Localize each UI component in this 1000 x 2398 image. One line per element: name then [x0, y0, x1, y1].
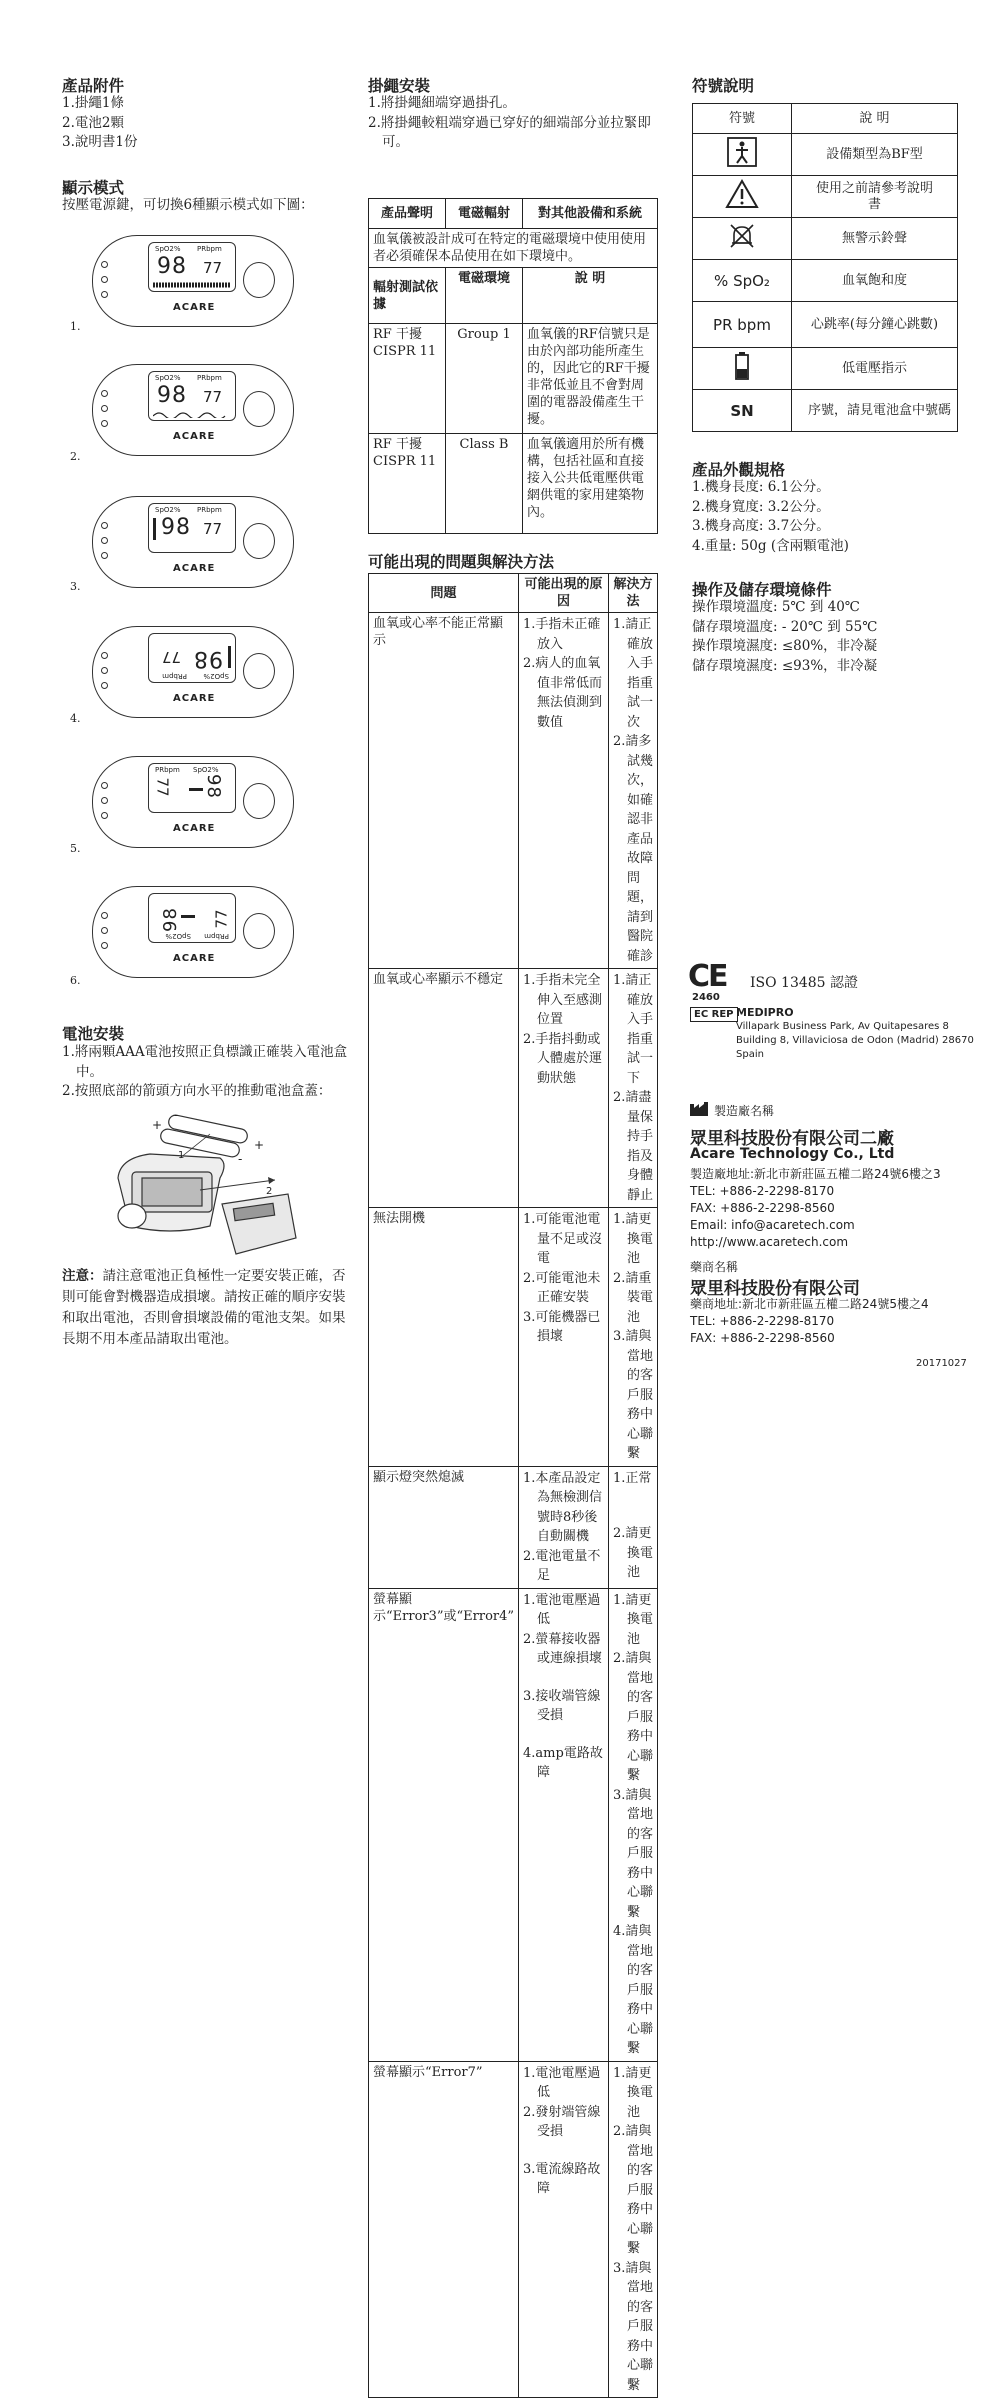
symbols-header: 符號: [693, 104, 792, 134]
device-mode-2: [92, 364, 294, 456]
spo2-label: SpO2%: [165, 932, 191, 940]
trouble-solution: 1.正常: [613, 1470, 652, 1486]
table-row: [369, 613, 658, 969]
table-row: [693, 218, 958, 260]
logo: ACARE: [173, 953, 216, 964]
sn-symbol: SN: [693, 390, 792, 432]
specs-list: [692, 478, 849, 556]
trouble-cause: 2.病人的血氧值非常低而無法偵測到數值: [523, 656, 603, 730]
pulse-bar-icon: [228, 646, 231, 668]
symbol-desc: 心跳率(每分鐘心跳數): [792, 302, 958, 348]
lanyard-steps: [368, 94, 658, 153]
display-title: 顯示模式: [62, 178, 125, 197]
pr-label: PRbpm: [197, 374, 222, 382]
list-item: 4.重量: 50g (含兩顆電池): [692, 537, 849, 554]
trouble-cause: 3.電流線路故障: [523, 2161, 601, 2196]
iso-cert: ISO 13485 認證: [750, 975, 859, 991]
battery-title: 電池安裝: [62, 1024, 125, 1043]
spo2-value: 98: [202, 774, 224, 799]
trouble-problem: 無法開機: [369, 1208, 519, 1467]
list-item: 1.將掛繩細端穿過掛孔。: [368, 95, 516, 111]
table-row: [693, 348, 958, 390]
pr-value: 77: [161, 648, 181, 666]
list-item: 操作環境濕度: ≤80%，非冷凝: [692, 638, 878, 654]
warning-icon: [693, 176, 792, 218]
specs-title: 產品外觀規格: [692, 460, 786, 479]
table-row: [369, 1588, 658, 2061]
trouble-cause: 4.amp電路故障: [523, 1745, 603, 1780]
emc-header: 產品聲明: [369, 199, 446, 229]
manufacturer-name-zh: 眾里科技股份有限公司二廠: [690, 1129, 894, 1149]
trouble-cause: 1.可能電池電量不足或沒電: [523, 1212, 603, 1266]
emc-subheader: 說 明: [523, 268, 658, 324]
spo2-label: SpO2%: [193, 766, 219, 774]
list-item: 2.機身寬度: 3.2公分。: [692, 498, 830, 515]
trouble-cause: 3.可能機器已損壞: [523, 1309, 601, 1344]
trouble-header: 解決方法: [609, 574, 658, 613]
symbol-desc: 血氧飽和度: [792, 260, 958, 302]
pulse-bar-icon: [153, 518, 156, 540]
address-line: Villapark Business Park, Av Quitapesares 8: [736, 1021, 949, 1032]
list-item: 儲存環境濕度: ≤93%，非冷凝: [692, 657, 878, 674]
device-mode-5: [92, 756, 294, 848]
emc-desc: 血氧儀的RF信號只是由於內部功能所產生的，因此它的RF干擾非常低並且不會對周圍的電器設備產生干擾。: [523, 324, 658, 434]
table-row: [369, 434, 658, 534]
power-button-icon: [243, 913, 275, 949]
trouble-cause: 1.手指未正確放入: [523, 617, 601, 652]
spo2-label: SpO2%: [203, 672, 229, 680]
emc-env: Group 1: [446, 324, 523, 434]
list-item: 操作環境溫度: 5℃ 到 40℃: [692, 599, 860, 615]
trouble-solution: 3.請與當地的客戶服務中心聯繫: [613, 2260, 654, 2393]
logo: ACARE: [173, 431, 216, 442]
power-button-icon: [243, 262, 275, 298]
trouble-solution: 2.請多試幾次，如確認非產品故障問題，請到醫院確診: [613, 734, 654, 964]
mode-number: 5.: [70, 842, 81, 855]
manufacturer-fax: FAX: +886-2-2298-8560: [690, 1201, 835, 1215]
pulse-bar-icon: [189, 788, 203, 791]
device-screen: [148, 893, 236, 943]
trouble-solution: 1.請更換電池: [613, 2065, 654, 2120]
bf-type-icon: [693, 134, 792, 176]
trouble-solution: 2.請盡量保持手指及身體靜止: [613, 1090, 654, 1203]
table-row: [693, 176, 958, 218]
pr-value: 77: [212, 909, 231, 929]
trouble-solution: 3.請與當地的客戶服務中心聯繫: [613, 1329, 654, 1461]
environment-title: 操作及儲存環境條件: [692, 580, 832, 599]
device-mode-3: [92, 496, 294, 588]
display-desc: 按壓電源鍵，可切換6種顯示模式如下圖：: [62, 197, 314, 213]
power-button-icon: [243, 783, 275, 819]
power-button-icon: [243, 523, 275, 559]
manufacturer-contact: [690, 1166, 941, 1251]
list-item: 3.機身高度: 3.7公分。: [692, 518, 830, 534]
factory-icon: [690, 1102, 708, 1116]
table-row: [693, 134, 958, 176]
list-item: 1.將兩顆AAA電池按照正負標識正確裝入電池盒中。: [62, 1044, 348, 1080]
pr-bpm-symbol: PR bpm: [693, 302, 792, 348]
spo2-value: 98: [160, 907, 182, 932]
power-button-icon: [243, 653, 275, 689]
device-mode-4: [92, 626, 294, 718]
list-item: 2.電池2顆: [62, 114, 124, 131]
trouble-solution: 4.請與當地的客戶服務中心聯繫: [613, 1924, 654, 2056]
trouble-problem: 螢幕顯示“Error7”: [369, 2061, 519, 2398]
table-row: [369, 1208, 658, 1467]
emc-test: RF 干擾 CISPR 11: [369, 434, 446, 534]
trouble-solution: 2.請重裝電池: [613, 1270, 654, 1325]
trouble-problem: 血氧或心率顯示不穩定: [369, 969, 519, 1208]
battery-install-illustration: [110, 1108, 310, 1258]
mode-number: 1.: [70, 320, 81, 333]
logo: ACARE: [173, 302, 216, 313]
list-item: 3.說明書1份: [62, 134, 138, 150]
trouble-cause: 1.電池電壓過低: [523, 1592, 601, 1627]
dealer-address: 藥商地址:新北市新莊區五權二路24號5樓之4: [690, 1297, 929, 1311]
dealer-tel: TEL: +886-2-2298-8170: [690, 1314, 835, 1328]
manufacturer-address: 製造廠地址:新北市新莊區五權二路24號6樓之3: [690, 1167, 941, 1181]
symbol-desc: 無警示鈴聲: [792, 218, 958, 260]
logo: ACARE: [173, 823, 216, 834]
pr-label: PRbpm: [162, 672, 187, 680]
rep-name: MEDIPRO: [736, 1006, 794, 1019]
trouble-cause: 1.手指未完全伸入至感測位置: [523, 973, 603, 1027]
mode-number: 3.: [70, 580, 81, 593]
address-line: Building 8, Villaviciosa de Odon (Madrid) 28670: [736, 1035, 974, 1046]
step-mark-1: 1: [178, 1150, 185, 1161]
table-row: [693, 260, 958, 302]
emc-header: 對其他設備和系統: [523, 199, 658, 229]
no-alarm-icon: [693, 218, 792, 260]
waveform-icon: [153, 281, 231, 289]
trouble-header: 可能出現的原因: [519, 574, 609, 613]
table-row: [369, 2061, 658, 2398]
trouble-solution: 2.請與當地的客戶服務中心聯繫: [613, 2124, 654, 2256]
manufacturer-email: Email: info@acaretech.com: [690, 1218, 855, 1232]
trouble-cause: 2.可能電池未正確安裝: [523, 1270, 601, 1305]
device-mode-1: [92, 235, 294, 327]
address-line: Spain: [736, 1049, 764, 1060]
symbol-desc: 使用之前請參考說明書: [792, 176, 958, 218]
emc-test: RF 干擾 CISPR 11: [369, 324, 446, 434]
trouble-problem: 顯示燈突然熄滅: [369, 1466, 519, 1588]
pr-value: 77: [203, 520, 223, 538]
spo2-symbol: % SpO₂: [693, 260, 792, 302]
pr-value: 77: [153, 777, 172, 797]
emc-table: [368, 198, 658, 534]
emc-env: Class B: [446, 434, 523, 534]
spo2-label: SpO2%: [155, 245, 181, 253]
pr-label: PRbpm: [197, 245, 222, 253]
logo: ACARE: [173, 693, 216, 704]
trouble-cause: 2.螢幕接收器或連線損壞: [523, 1631, 603, 1666]
mode-number: 2.: [70, 450, 81, 463]
dealer-fax: FAX: +886-2-2298-8560: [690, 1331, 835, 1345]
list-item: 2.將掛繩較粗端穿過已穿好的細端部分並拉緊即可。: [368, 114, 651, 150]
emc-subheader: 輻射測試依據: [369, 268, 446, 324]
pr-label: PRbpm: [204, 932, 229, 940]
trouble-solution: 1.請正確放入手指重試一下: [613, 973, 654, 1086]
battery-mark-plus: +: [152, 1118, 163, 1132]
trouble-cause: 2.發射端管線受損: [523, 2104, 601, 2139]
device-mode-6: [92, 886, 294, 978]
device-screen: [148, 371, 236, 421]
emc-statement: 血氧儀被設計成可在特定的電磁環境中使用使用者必須確保本品使用在如下環境中。: [369, 229, 658, 268]
trouble-cause: 1.本產品設定為無檢測信號時8秒後自動關機: [523, 1470, 603, 1544]
symbol-desc: 設備類型為BF型: [792, 134, 958, 176]
symbols-table: [692, 103, 958, 432]
spo2-value: 98: [193, 646, 223, 671]
trouble-solution: 2.請與當地的客戶服務中心聯繫: [613, 1651, 654, 1783]
ce-mark: CE: [688, 959, 727, 994]
list-item: 1.機身長度: 6.1公分。: [692, 479, 830, 495]
trouble-problem: 血氧或心率不能正常顯示: [369, 613, 519, 969]
rep-address: [736, 1020, 974, 1062]
battery-mark-minus: -: [238, 1152, 243, 1166]
trouble-title: 可能出現的問題與解決方法: [368, 552, 555, 571]
symbol-desc: 序號，請見電池盒中號碼: [792, 390, 958, 432]
battery-mark-minus: -: [174, 1108, 179, 1122]
step-mark-2: 2: [266, 1186, 273, 1197]
battery-note: [62, 1266, 352, 1350]
mode-number: 4.: [70, 712, 81, 725]
trouble-header: 問題: [369, 574, 519, 613]
trouble-solution: 1.請正確放入手指重試一次: [613, 617, 654, 730]
emc-header: 電磁輻射: [446, 199, 523, 229]
pr-label: PRbpm: [197, 506, 222, 514]
trouble-table: [368, 573, 658, 2398]
trouble-cause: 2.電池電量不足: [523, 1548, 601, 1583]
list-item: 2.按照底部的箭頭方向水平的推動電池盒蓋：: [62, 1083, 332, 1099]
trouble-cause: 1.電池電壓過低: [523, 2065, 601, 2100]
note-text: 請注意電池正負極性一定要安裝正確，否則可能會對機器造成損壞。請按正確的順序安裝和取出電池，否則會損壞設備的電池支架。如果長期不用本產品請取出電池。: [62, 1268, 346, 1347]
trouble-solution: 1.請更換電池: [613, 1212, 654, 1266]
waveform-icon: [153, 410, 231, 418]
power-button-icon: [243, 391, 275, 427]
spo2-value: 98: [157, 383, 187, 408]
pr-label: PRbpm: [155, 766, 180, 774]
manufacturer-tel: TEL: +886-2-2298-8170: [690, 1184, 835, 1198]
spo2-value: 98: [157, 254, 187, 279]
device-screen: [148, 242, 236, 292]
lanyard-title: 掛繩安裝: [368, 76, 431, 95]
trouble-cause: 3.接收端管線受損: [523, 1688, 601, 1723]
spo2-label: SpO2%: [155, 374, 181, 382]
trouble-solution: 3.請與當地的客戶服務中心聯繫: [613, 1787, 654, 1920]
accessories-title: 產品附件: [62, 76, 125, 95]
symbols-header: 說 明: [792, 104, 958, 134]
dealer-contact: [690, 1296, 929, 1347]
accessories-list: [62, 94, 137, 153]
table-row: [693, 390, 958, 432]
pulse-bar-icon: [181, 915, 195, 918]
table-row: [369, 1466, 658, 1588]
symbol-desc: 低電壓指示: [792, 348, 958, 390]
table-row: [693, 302, 958, 348]
mode-number: 6.: [70, 974, 81, 987]
battery-mark-plus: +: [254, 1138, 265, 1152]
list-item: 儲存環境溫度: - 20℃ 到 55℃: [692, 618, 878, 635]
battery-steps: [62, 1043, 352, 1102]
device-screen: [148, 763, 236, 813]
low-battery-icon: [693, 348, 792, 390]
ce-number: 2460: [692, 992, 720, 1003]
emc-subheader: 電磁環境: [446, 268, 523, 324]
environment-list: [692, 598, 877, 676]
symbols-title: 符號說明: [692, 76, 755, 95]
list-item: 1.掛繩1條: [62, 95, 124, 111]
table-row: [369, 969, 658, 1208]
dealer-label: 藥商名稱: [690, 1260, 739, 1274]
device-screen: [148, 503, 236, 553]
doc-code: 20171027: [916, 1358, 967, 1369]
device-screen: [148, 633, 236, 683]
emc-desc: 血氧儀適用於所有機構，包括社區和直接接入公共低電壓供電網供電的家用建築物內。: [523, 434, 658, 534]
manufacturer-label: 製造廠名稱: [714, 1104, 775, 1118]
pr-value: 77: [203, 259, 223, 277]
note-label: 注意：: [62, 1268, 103, 1284]
spo2-label: SpO2%: [155, 506, 181, 514]
trouble-solution: 2.請更換電池: [613, 1526, 654, 1580]
dealer-name: 眾里科技股份有限公司: [690, 1279, 860, 1299]
spo2-value: 98: [161, 515, 191, 540]
manufacturer-web: http://www.acaretech.com: [690, 1235, 849, 1249]
pr-value: 77: [203, 388, 223, 406]
trouble-solution: 1.請更換電池: [613, 1592, 654, 1647]
ec-rep-mark: EC REP: [690, 1007, 738, 1022]
trouble-problem: 螢幕顯示“Error3”或“Error4”: [369, 1588, 519, 2061]
table-row: [369, 324, 658, 434]
logo: ACARE: [173, 563, 216, 574]
trouble-cause: 2.手指抖動或人體處於運動狀態: [523, 1031, 603, 1086]
manufacturer-name-en: Acare Technology Co., Ltd: [690, 1146, 895, 1162]
